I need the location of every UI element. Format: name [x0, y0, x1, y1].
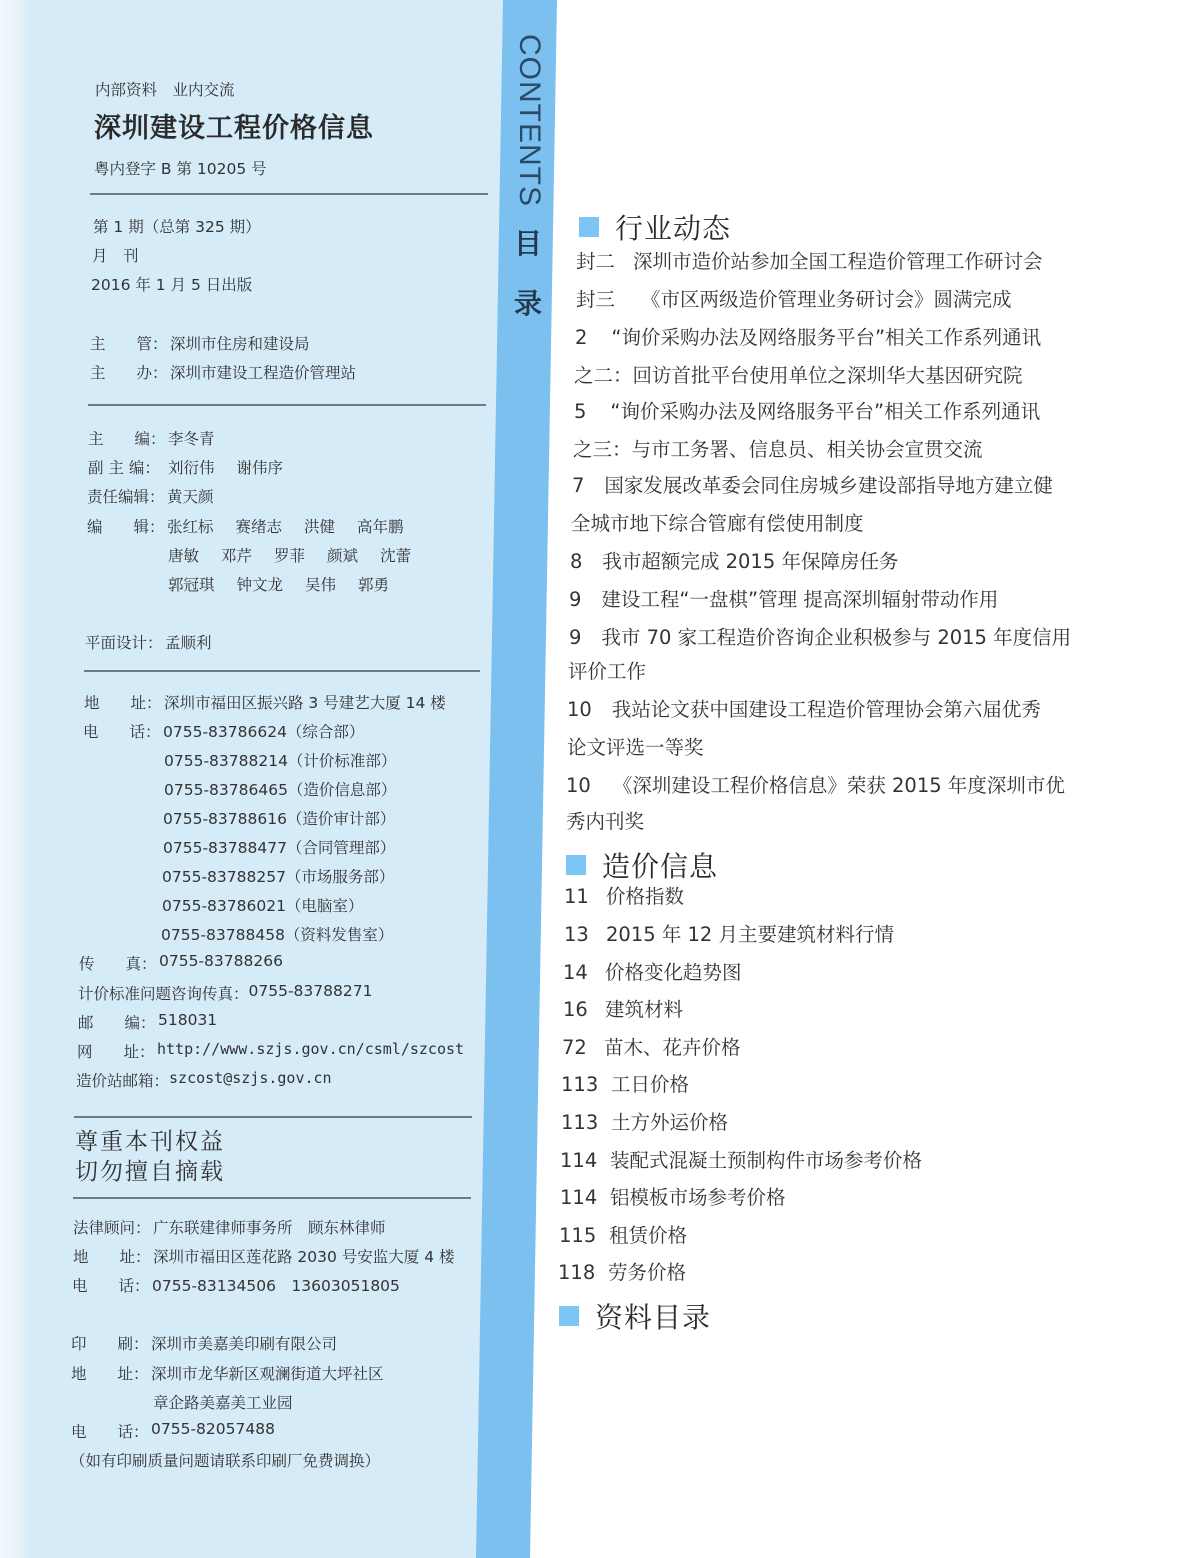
field-label: 电 话： — [71, 1423, 149, 1441]
toc-page: 118 — [558, 1261, 596, 1284]
toc-page: 113 — [561, 1111, 599, 1134]
field-value: 0755-83788271 — [248, 982, 373, 1000]
toc-entry[interactable] — [575, 322, 1041, 350]
field-value: 孟顺利 — [165, 634, 212, 652]
editor-name: 钟文龙 — [236, 576, 284, 594]
toc-page: 114 — [560, 1149, 598, 1172]
printer-address-line2: 章企路美嘉美工业园 — [153, 1394, 293, 1412]
field-value: 深圳市住房和建设局 — [170, 335, 310, 353]
field-value: 518031 — [158, 1011, 218, 1029]
editor-name: 高年鹏 — [357, 518, 404, 536]
publication-title: 深圳建设工程价格信息 — [94, 113, 374, 144]
toc-title: 装配式混凝土预制构件市场参考价格 — [610, 1149, 923, 1172]
divider — [84, 670, 480, 672]
contact-phone-label-row — [83, 720, 364, 742]
editors-row-1 — [87, 515, 426, 537]
legal-address — [73, 1245, 455, 1267]
toc-title: “询价采购办法及网络服务平台”相关工作系列通讯 — [610, 400, 1041, 423]
field-value: 0755-83788266 — [159, 952, 283, 970]
toc-entry[interactable] — [564, 919, 894, 947]
field-label: 编 辑： — [87, 518, 165, 536]
field-label: 责任编辑： — [87, 488, 165, 506]
contents-en-label: CONTENTS — [513, 34, 546, 207]
field-value: 深圳市福田区振兴路 3 号建艺大厦 14 楼 — [164, 694, 446, 712]
field-label: 地 址： — [84, 694, 162, 712]
toc-page: 11 — [564, 885, 589, 908]
toc-entry[interactable] — [576, 284, 1012, 312]
toc-title: 劳务价格 — [608, 1261, 687, 1284]
toc-entry[interactable] — [572, 470, 1053, 498]
editor-name: 唐敏 — [168, 547, 200, 565]
printer-name — [71, 1332, 337, 1354]
toc-page: 9 — [569, 626, 582, 649]
toc-page: 封二 — [576, 250, 616, 273]
toc-entry[interactable] — [558, 1257, 686, 1285]
field-value: 0755-83134506 13603051805 — [152, 1277, 400, 1295]
contact-email — [76, 1069, 332, 1091]
phone-number: 0755-83788477（合同管理部） — [163, 839, 396, 857]
toc-entry-continued[interactable]: 论文评选一等奖 — [567, 736, 704, 759]
toc-entry[interactable] — [569, 622, 1071, 650]
legal-counsel — [73, 1216, 386, 1238]
publish-date: 2016 年 1 月 5 日出版 — [91, 276, 253, 294]
registration-number: 粤内登字 B 第 10205 号 — [94, 160, 267, 178]
divider — [73, 1197, 471, 1199]
editor-name: 郭冠琪 — [168, 576, 215, 594]
toc-entry[interactable] — [560, 1145, 922, 1173]
toc-page: 2 — [575, 326, 588, 349]
field-value: 0755-82057488 — [151, 1420, 275, 1438]
phone-number: 0755-83788257（市场服务部） — [162, 868, 395, 886]
toc-page: 5 — [574, 400, 587, 423]
frequency: 月 刊 — [92, 247, 139, 265]
legal-phone — [72, 1274, 400, 1296]
editor-name: 郭勇 — [358, 576, 390, 594]
sponsor-supervisor — [90, 332, 310, 354]
printer-address — [71, 1362, 384, 1384]
toc-title: 国家发展改革委会同住房城乡建设部指导地方建立健 — [604, 474, 1053, 497]
toc-entry[interactable] — [562, 1032, 741, 1060]
editor-name: 罗菲 — [274, 547, 306, 565]
toc-title: 建筑材料 — [605, 998, 684, 1021]
sponsor-organizer — [90, 361, 356, 383]
toc-title: 建设工程“一盘棋”管理 提高深圳辐射带动作用 — [601, 588, 999, 611]
toc-page: 16 — [563, 998, 588, 1021]
editors-row-3 — [168, 573, 411, 595]
toc-page: 113 — [561, 1073, 599, 1096]
toc-entry-continued[interactable]: 之三：与市工务署、信息员、相关协会宣贯交流 — [573, 438, 983, 461]
editor-name: 张红标 — [167, 518, 214, 536]
contact-address — [84, 691, 446, 713]
toc-title: “询价采购办法及网络服务平台”相关工作系列通讯 — [611, 326, 1042, 349]
toc-entry[interactable] — [563, 994, 683, 1022]
toc-title: 我市超额完成 2015 年保障房任务 — [602, 550, 899, 573]
editor-name: 颜斌 — [327, 547, 359, 565]
toc-entry-continued[interactable]: 全城市地下综合管廊有偿使用制度 — [571, 512, 864, 535]
field-label: 主 管： — [90, 335, 168, 353]
field-label: 平面设计： — [85, 634, 163, 652]
toc-entry[interactable] — [559, 1220, 687, 1248]
editors-row-2 — [168, 544, 433, 566]
toc-section-materials-catalog — [559, 1296, 711, 1336]
phone-number: 0755-83788214（计价标准部） — [164, 752, 397, 770]
masthead-tag: 内部资料 业内交流 — [95, 81, 235, 99]
section-title: 造价信息 — [602, 850, 719, 883]
toc-page: 14 — [563, 961, 588, 984]
toc-title: 《深圳建设工程价格信息》荣获 2015 年度深圳市优 — [612, 774, 1065, 797]
editor-name: 吴伟 — [305, 576, 337, 594]
toc-page: 9 — [569, 588, 582, 611]
divider — [74, 1116, 472, 1118]
section-marker-icon — [559, 1306, 579, 1326]
field-value: 深圳市福田区莲花路 2030 号安监大厦 4 楼 — [153, 1248, 455, 1266]
phone-number: 0755-83788616（造价审计部） — [163, 810, 396, 828]
section-title: 资料目录 — [595, 1301, 712, 1334]
toc-entry[interactable] — [564, 881, 684, 909]
field-value: 深圳市美嘉美印刷有限公司 — [151, 1335, 338, 1353]
toc-entry-continued[interactable]: 秀内刊奖 — [566, 810, 645, 833]
phone-number: 0755-83786465（造价信息部） — [164, 781, 397, 799]
copyright-line: 尊重本刊权益 — [75, 1129, 225, 1155]
toc-page: 10 — [567, 698, 592, 721]
editor-name: 谢伟序 — [236, 459, 284, 477]
toc-title: 价格指数 — [606, 885, 685, 908]
field-value: 黄天颜 — [167, 488, 214, 506]
toc-entry[interactable] — [566, 770, 1065, 798]
toc-page: 114 — [560, 1186, 598, 1209]
printer-phone — [71, 1420, 275, 1442]
editor-name: 刘衍伟 — [168, 459, 215, 477]
toc-title: 铝模板市场参考价格 — [610, 1186, 786, 1209]
phone-number: 0755-83786624（综合部） — [163, 723, 365, 741]
page-edge — [0, 0, 30, 1558]
copyright-line: 切勿擅自摘载 — [75, 1159, 225, 1185]
toc-title: 土方外运价格 — [611, 1111, 729, 1134]
toc-section-industry-news — [579, 207, 731, 247]
contact-pricing-fax — [78, 982, 372, 1004]
graphic-designer — [85, 631, 212, 653]
toc-title: 《市区两级造价管理业务研讨会》圆满完成 — [641, 288, 1012, 311]
field-value: 深圳市建设工程造价管理站 — [170, 364, 357, 382]
toc-entry-continued[interactable]: 评价工作 — [568, 660, 647, 683]
field-label: 印 刷： — [71, 1335, 149, 1353]
deputy-editors — [88, 456, 305, 478]
toc-entry[interactable] — [576, 246, 1043, 274]
toc-title: 价格变化趋势图 — [605, 961, 742, 984]
field-label: 电 话： — [72, 1277, 150, 1295]
field-value: 深圳市龙华新区观澜街道大坪社区 — [151, 1365, 384, 1383]
toc-entry[interactable] — [567, 694, 1041, 722]
field-label: 地 址： — [73, 1248, 151, 1266]
toc-entry[interactable] — [560, 1182, 786, 1210]
divider — [88, 404, 486, 406]
field-label: 计价标准问题咨询传真： — [78, 985, 249, 1003]
toc-entry-continued[interactable]: 之二：回访首批平台使用单位之深圳华大基因研究院 — [574, 364, 1023, 387]
toc-title: 我市 70 家工程造价咨询企业积极参与 2015 年度信用 — [601, 626, 1072, 649]
field-value: 广东联建律师事务所 顾东林律师 — [153, 1219, 386, 1237]
toc-title: 工日价格 — [611, 1073, 690, 1096]
field-label: 邮 编： — [78, 1014, 156, 1032]
section-marker-icon — [579, 217, 599, 237]
toc-title: 2015 年 12 月主要建筑材料行情 — [606, 923, 895, 946]
toc-entry[interactable] — [561, 1069, 689, 1097]
toc-title: 苗木、花卉价格 — [604, 1036, 741, 1059]
field-label: 副 主 编： — [88, 459, 160, 477]
copyright-notice — [75, 1127, 225, 1187]
toc-page: 8 — [570, 550, 583, 573]
toc-entry[interactable] — [574, 396, 1040, 424]
field-label: 主 编： — [88, 430, 166, 448]
toc-title: 我站论文获中国建设工程造价管理协会第六届优秀 — [611, 698, 1041, 721]
field-label: 地 址： — [71, 1365, 149, 1383]
section-marker-icon — [566, 855, 586, 875]
toc-page: 13 — [564, 923, 589, 946]
toc-page: 72 — [562, 1036, 587, 1059]
section-title: 行业动态 — [615, 212, 732, 245]
field-label: 网 址： — [77, 1043, 155, 1061]
toc-title: 深圳市造价站参加全国工程造价管理工作研讨会 — [633, 250, 1043, 273]
field-label: 造价站邮箱： — [76, 1072, 170, 1090]
printer-note: （如有印刷质量问题请联系印刷厂免费调换） — [70, 1452, 381, 1470]
divider — [90, 193, 488, 195]
field-label: 传 真： — [79, 955, 157, 973]
toc-title: 租赁价格 — [609, 1224, 688, 1247]
field-value: 李冬青 — [168, 430, 215, 448]
field-label: 电 话： — [83, 723, 161, 741]
phone-number: 0755-83788458（资料发售室） — [161, 926, 394, 944]
toc-entry[interactable] — [561, 1107, 728, 1135]
editor-name: 邓芹 — [221, 547, 253, 565]
toc-page: 10 — [566, 774, 591, 797]
toc-entry[interactable] — [563, 957, 742, 985]
responsible-editor — [87, 485, 214, 507]
editor-name: 沈蕾 — [380, 547, 412, 565]
toc-entry[interactable] — [569, 584, 998, 612]
toc-page: 7 — [572, 474, 585, 497]
contact-postcode — [78, 1011, 217, 1033]
contact-website — [77, 1040, 464, 1062]
website-link[interactable]: http://www.szjs.gov.cn/csml/szcost — [157, 1040, 465, 1058]
field-label: 法律顾问： — [73, 1219, 151, 1237]
field-label: 主 办： — [90, 364, 168, 382]
issue-number: 第 1 期（总第 325 期） — [93, 218, 261, 236]
toc-section-cost-info — [566, 845, 718, 885]
editor-name: 洪健 — [304, 518, 336, 536]
email-link[interactable]: szcost@szjs.gov.cn — [169, 1069, 332, 1087]
chief-editor — [88, 427, 215, 449]
toc-page: 115 — [559, 1224, 597, 1247]
toc-entry[interactable] — [570, 546, 898, 574]
contents-cn-label-2: 录 — [513, 287, 542, 320]
editor-name: 赛绪志 — [235, 518, 283, 536]
phone-number: 0755-83786021（电脑室） — [162, 897, 364, 915]
toc-page: 封三 — [576, 288, 616, 311]
contents-cn-label-1: 目 — [513, 227, 542, 260]
contact-fax — [79, 952, 283, 974]
